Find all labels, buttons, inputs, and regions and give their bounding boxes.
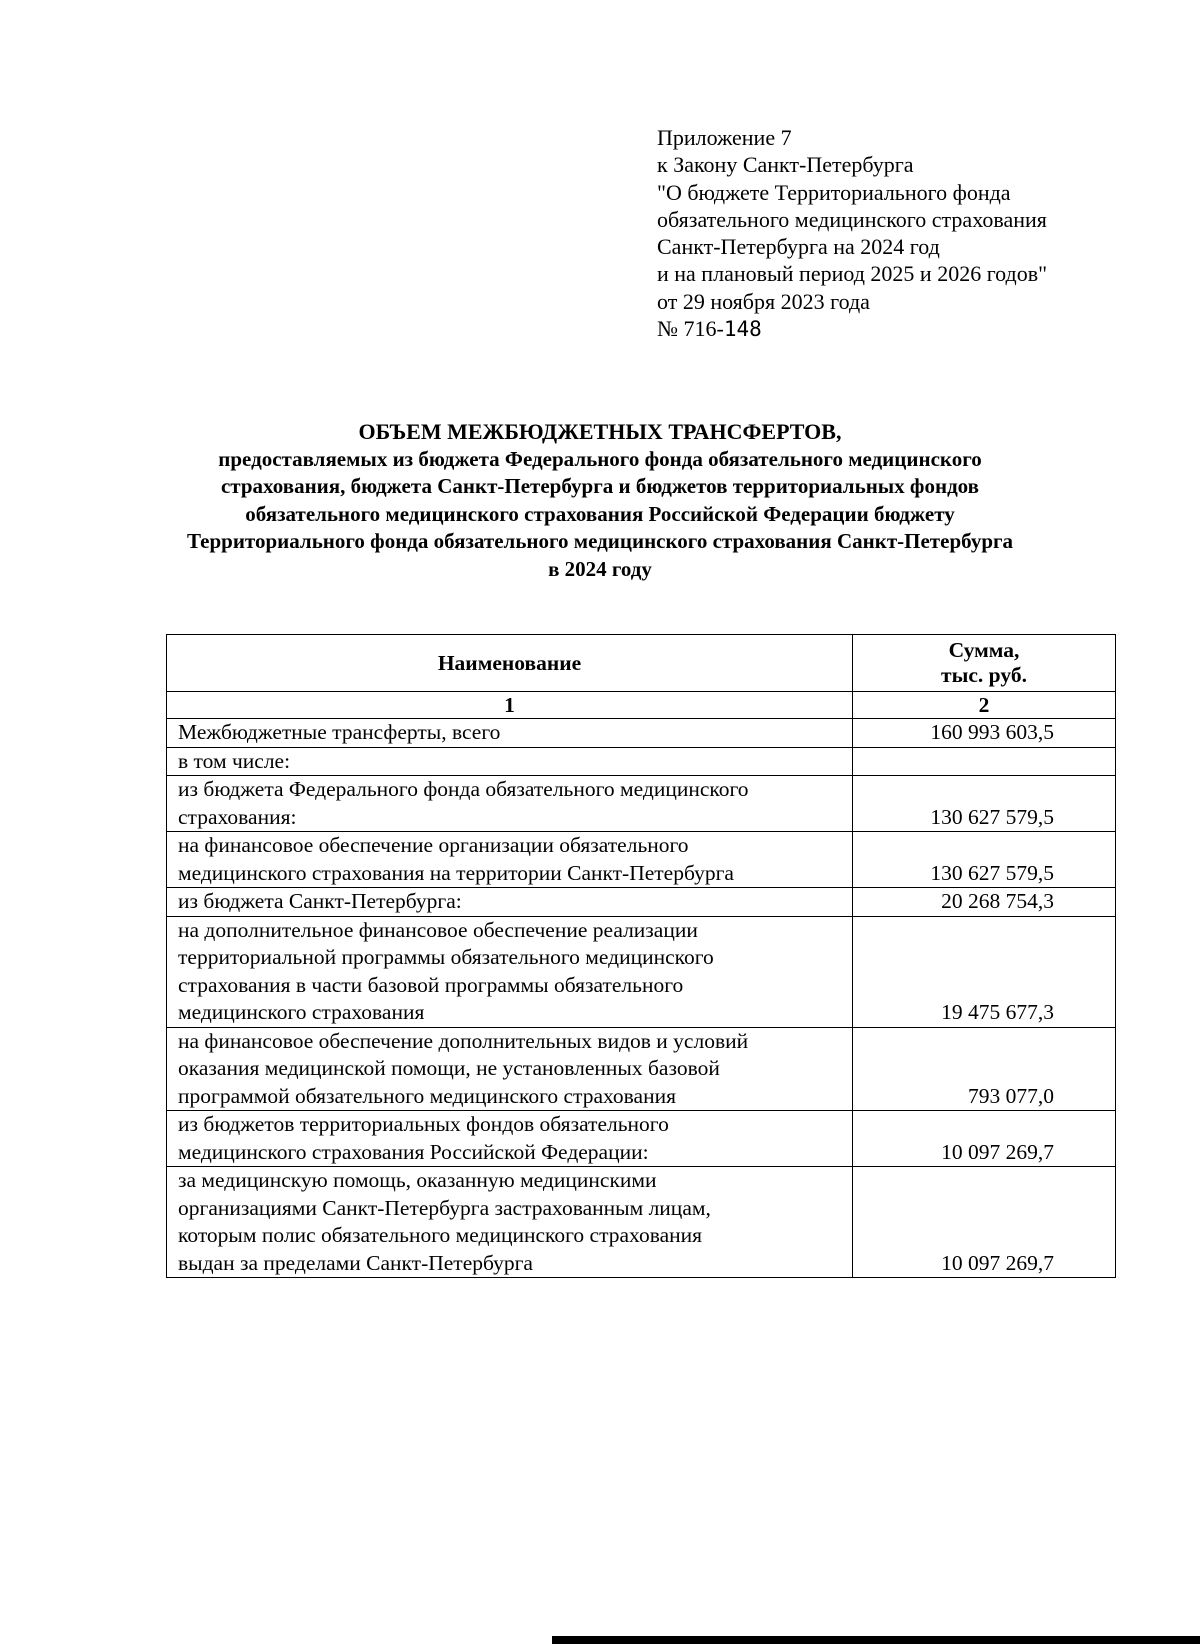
annex-number bbox=[657, 315, 1047, 343]
row-name bbox=[167, 916, 853, 1027]
row-name bbox=[167, 776, 853, 832]
annex-line: к Закону Санкт-Петербурга bbox=[657, 152, 914, 178]
row-name-line: которым полис обязательного медицинского страхования bbox=[178, 1223, 703, 1247]
annex-line: обязательного медицинского страхования bbox=[657, 206, 1047, 232]
row-name-line: на дополнительное финансовое обеспечение реализации bbox=[178, 917, 698, 942]
row-sum: 10 097 269,7 bbox=[853, 1111, 1116, 1167]
row-name-line: программой обязательного медицинского страхования bbox=[178, 1083, 676, 1108]
table-header-row bbox=[167, 635, 1116, 692]
row-name-line: оказания медицинской помощи, не установленных базовой bbox=[178, 1056, 720, 1080]
annex-number-prefix: № 716- bbox=[657, 316, 724, 342]
row-name-line: территориальной программы обязательного медицинского bbox=[178, 945, 714, 969]
row-name-line: страхования в части базовой программы обязательного bbox=[178, 972, 684, 997]
row-sum: 160 993 603,5 bbox=[853, 719, 1116, 748]
table-row bbox=[167, 888, 1116, 917]
row-name-line: за медицинскую помощь, оказанную медицинскими bbox=[178, 1168, 657, 1192]
annex-number-value: 148 bbox=[723, 317, 762, 342]
table-row bbox=[167, 1167, 1116, 1278]
header-sum bbox=[853, 635, 1116, 692]
title-line: обязательного медицинского страхования Российской Федерации бюджету bbox=[245, 501, 955, 526]
row-name-line: из бюджета Федерального фонда обязательного медицинского bbox=[178, 777, 749, 801]
row-name-line: медицинского страхования Российской Федерации: bbox=[178, 1139, 649, 1164]
row-name-line: медицинского страхования на территории Санкт-Петербурга bbox=[178, 860, 734, 885]
transfers-table bbox=[166, 634, 1116, 1278]
table-body bbox=[167, 692, 1116, 1278]
row-sum: 20 268 754,3 bbox=[853, 888, 1116, 917]
table-row bbox=[167, 1111, 1116, 1167]
annex-line: Приложение 7 bbox=[657, 125, 792, 150]
column-numbers-row bbox=[167, 692, 1116, 719]
row-name-line: в том числе: bbox=[178, 748, 291, 773]
row-sum bbox=[853, 747, 1116, 776]
row-name bbox=[167, 1167, 853, 1278]
row-name-line: на финансовое обеспечение организации обязательного bbox=[178, 833, 689, 857]
row-name-line: организациями Санкт-Петербурга застрахованным лицам, bbox=[178, 1195, 711, 1220]
document-title bbox=[100, 418, 1100, 583]
annex-line: и на плановый период 2025 и 2026 годов" bbox=[657, 261, 1048, 287]
header-name: Наименование bbox=[167, 635, 853, 692]
table-row bbox=[167, 1027, 1116, 1111]
row-name-line: страхования: bbox=[178, 804, 297, 829]
table-row bbox=[167, 916, 1116, 1027]
title-main: ОБЪЕМ МЕЖБЮДЖЕТНЫХ ТРАНСФЕРТОВ, bbox=[358, 419, 842, 444]
row-name bbox=[167, 888, 853, 917]
row-name-line: на финансовое обеспечение дополнительных видов и условий bbox=[178, 1028, 749, 1053]
row-name bbox=[167, 1111, 853, 1167]
row-sum: 130 627 579,5 bbox=[853, 832, 1116, 888]
row-sum: 19 475 677,3 bbox=[853, 916, 1116, 1027]
title-line: страхования, бюджета Санкт-Петербурга и бюджетов территориальных фондов bbox=[220, 474, 980, 498]
row-name-line: выдан за пределами Санкт-Петербурга bbox=[178, 1250, 533, 1275]
table-row bbox=[167, 747, 1116, 776]
row-name bbox=[167, 1027, 853, 1111]
header-sum-line: Сумма, bbox=[948, 638, 1020, 662]
row-name-line: из бюджетов территориальных фондов обязательного bbox=[178, 1112, 669, 1136]
row-name bbox=[167, 832, 853, 888]
column-number: 1 bbox=[167, 692, 853, 719]
row-name bbox=[167, 747, 853, 776]
row-sum: 10 097 269,7 bbox=[853, 1167, 1116, 1278]
title-line: Территориального фонда обязательного медицинского страхования Санкт-Петербурга bbox=[186, 529, 1014, 553]
annex-line: Санкт-Петербурга на 2024 год bbox=[657, 234, 940, 260]
annex-header bbox=[657, 124, 1047, 343]
annex-date: от 29 ноября 2023 года bbox=[657, 288, 870, 314]
header-sum-line: тыс. руб. bbox=[941, 663, 1027, 687]
title-line: в 2024 году bbox=[548, 556, 652, 581]
title-line: предоставляемых из бюджета Федерального фонда обязательного медицинского bbox=[218, 446, 982, 471]
annex-line: "О бюджете Территориального фонда bbox=[657, 179, 1011, 205]
row-name bbox=[167, 719, 853, 748]
row-name-line: из бюджета Санкт-Петербурга: bbox=[178, 889, 462, 913]
row-sum: 793 077,0 bbox=[853, 1027, 1116, 1111]
scan-edge-bar bbox=[552, 1636, 1200, 1644]
table-row bbox=[167, 719, 1116, 748]
row-sum: 130 627 579,5 bbox=[853, 776, 1116, 832]
table-row bbox=[167, 776, 1116, 832]
row-name-line: медицинского страхования bbox=[178, 1000, 425, 1024]
column-number: 2 bbox=[853, 692, 1116, 719]
table-row bbox=[167, 832, 1116, 888]
row-name-line: Межбюджетные трансферты, всего bbox=[178, 720, 501, 744]
